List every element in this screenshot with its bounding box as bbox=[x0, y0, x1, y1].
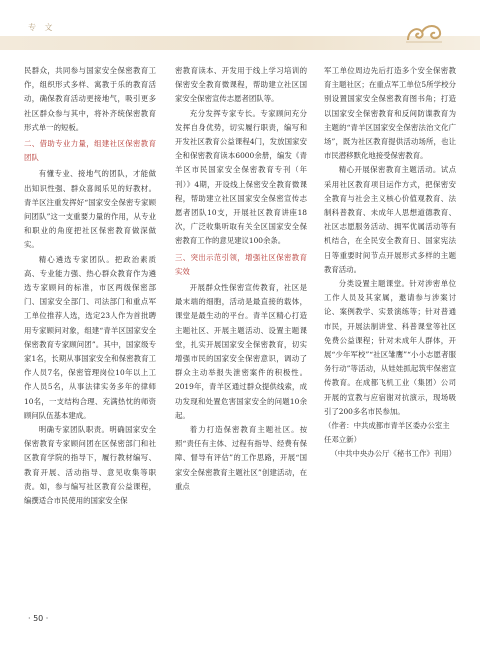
author-note: （作者：中共成都市青羊区委办公室主任邓立新） bbox=[324, 421, 450, 445]
body-paragraph: 开展群众性保密宣传教育，社区是最末端的细胞，活动是最直接的载体，课堂是最生动的平台。青羊区精心打造主题社区、开展主题活动、设置主题课堂，扎实开展国家安全保密教育，切实增强市民的国家安全保密意识，调动了群众主动举报失泄密案件的积极性。2019年，青羊区通过群众提供线索，成功发现和处置危害国家安全的问题10余起。 bbox=[175, 283, 307, 420]
body-paragraph: 分类设置主题课堂。针对涉密单位工作人员及其家属，邀请参与涉案讨论、案例教学、实景演练等；针对普通市民，开展法制讲堂、科普课堂等社区免费公益课程；针对未成年人群体，开展“少年军校”“社区雏鹰”“小小志愿者服务行动”等活动，从娃娃抓起筑牢保密宣传教育。在成都飞机工业（集团）公司开展的宣教与应宿谢对抗演示，现场吸引了200多名市民参加。 bbox=[324, 279, 456, 416]
page-number: · 50 · bbox=[28, 614, 49, 623]
body-paragraph: 有懂专业、接地气的团队，才能做出知识性强、群众喜闻乐见的好教材。青羊区注重发挥好“国家安全保密专家顾问团队”这一支重要力量的作用，从专业和职业的角度把社区保密教育做深做实。 bbox=[24, 169, 156, 250]
cloud-swirl-ornament-icon bbox=[404, 20, 444, 46]
article-column-3 bbox=[324, 64, 456, 462]
continued-paragraph: 密教育读本、开发用于线上学习培训的保密安全教育微课程，帮助建立社区国家安全保密宣传志愿者团队等。 bbox=[175, 66, 307, 104]
body-paragraph: 充分发挥专家专长。专家顾问充分发挥自身优势，切实履行职责，编写和开发社区教育公益课程4门，发放国家安全和保密教育读本6000余册，编发《青羊区市民国家安全保密教育专刊（年刊）》4期，开设线上保密安全教育微课程，帮助建立社区国家安全保密宣传志愿者团队10支，开展社区教育讲座18次，广泛收集听取有关全区国家安全保密教育工作的意见建议100余条。 bbox=[175, 108, 307, 246]
article-column-2 bbox=[175, 64, 307, 494]
page-header bbox=[0, 0, 480, 58]
body-paragraph: 精心开展保密教育主题活动。试点采用社区教育项目运作方式，把保密安全教育与社会主义核心价值观教育、法制科普教育、未成年人思想道德教育、社区志愿服务活动、拥军优属活动等有机结合，在全民安全教育日、国家宪法日等重要时间节点开展形式多样的主题教育活动。 bbox=[324, 165, 456, 274]
section-label: 专 文 bbox=[28, 23, 56, 32]
section-heading: 二、借助专业力量，组建社区保密教育团队 bbox=[24, 139, 156, 163]
body-paragraph: 明确专家团队职责。明确国家安全保密教育专家顾问团在区保密部门和社区教育学院的指导下，履行教材编写、教育开展、活动指导、意见收集等职责。如，参与编写社区教育公益课程，编撰适合市民使用的国家安全保 bbox=[24, 425, 156, 506]
continued-paragraph: 民群众，共同参与国家安全保密教育工作，组织形式多样、寓教于乐的教育活动，确保教育活动更接地气，吸引更多社区群众参与其中，将补齐统保密教育形式单一的短板。 bbox=[24, 66, 156, 132]
source-note: （中共中央办公厅《秘书工作》刊用） bbox=[330, 449, 456, 459]
continued-paragraph: 军工单位周边先后打造多个安全保密教育主题社区；在重点军工单位5所学校分别设置国家安全保密教育图书角；打造以国家安全保密教育和反间防谍教育为主题的“青羊区国家安全保密法治文化广场”，既为社区教育提供活动场所，也让市民潜移默化地接受保密教育。 bbox=[324, 66, 456, 161]
article-column-1 bbox=[24, 64, 156, 508]
section-heading: 三、突出示范引领，增强社区保密教育实效 bbox=[175, 252, 307, 276]
body-paragraph: 着力打造保密教育主题社区。按照“责任有主体、过程有指导、经费有保障、督导有评估”的工作思路，开展“国家安全保密教育主题社区”创建活动，在重点 bbox=[175, 425, 307, 491]
body-paragraph: 精心遴选专家团队。把政治素质高、专业能力强、热心群众教育作为遴选专家顾问的标准，市区两级保密部门、国家安全部门、司法部门和重点军工单位推荐人选，选定23人作为首批聘用专家顾问对象，组建“青羊区国家安全保密教育专家顾问团”。其中，国家级专家1名，长期从事国家安全和保密教育工作人员7名，保密管理岗位10年以上工作人员5名，从事法律实务多年的律师10名，一支结构合理、充满热忱的师资顾问队伍基本建成。 bbox=[24, 254, 156, 420]
